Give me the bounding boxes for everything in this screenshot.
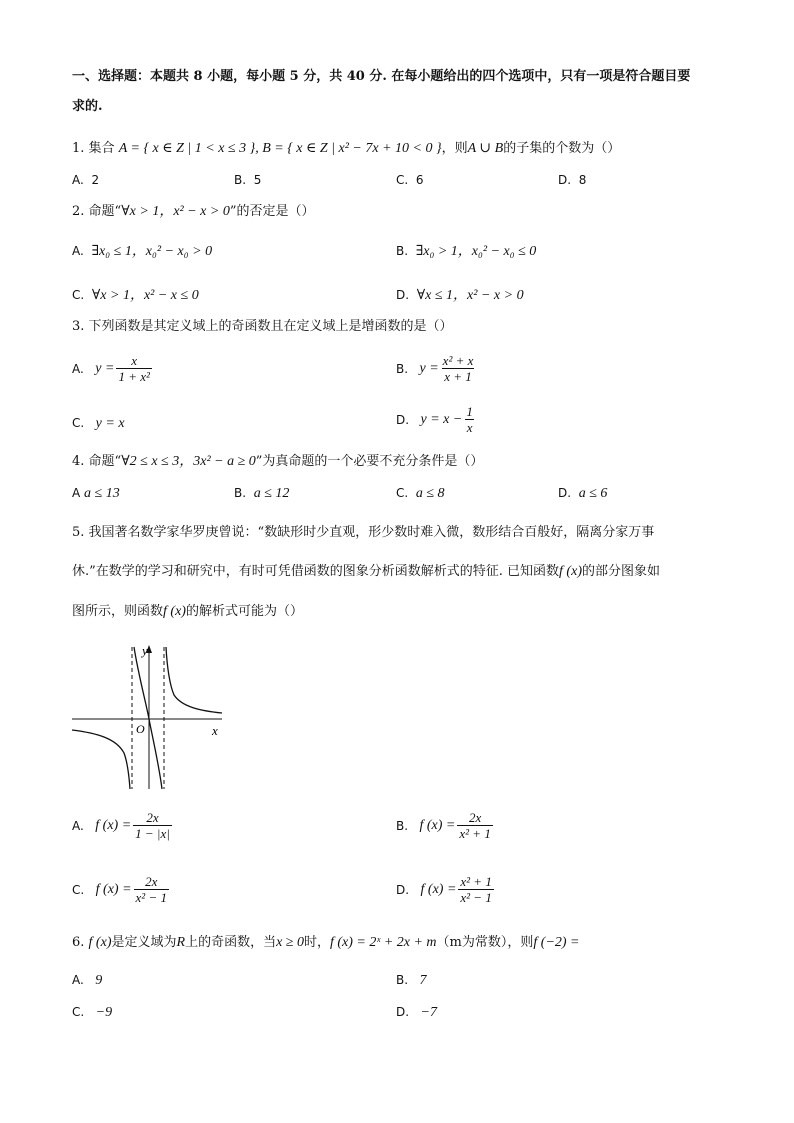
question-number: 1. (72, 141, 85, 156)
question-1-stem (72, 140, 620, 158)
q6-option-c[interactable]: C. −9 (72, 1005, 113, 1020)
q3-option-c[interactable]: C. y = x (72, 416, 125, 431)
q2-option-b[interactable]: B. ∃x₀ > 1，x₀² − x₀ ≤ 0 (396, 244, 537, 259)
q6-option-d[interactable]: D. −7 (396, 1005, 437, 1020)
origin-label: O (136, 722, 145, 736)
q2-option-c[interactable]: C. ∀x > 1，x² − x ≤ 0 (72, 288, 199, 303)
q5-option-d[interactable]: D. f (x) = $\frac{\text{x² + 1}}{\text{x² − 1}}$ (396, 874, 492, 905)
q3-option-a[interactable]: A. y = $\frac{x}{\text{1 + x²}}$ (72, 353, 150, 384)
q4-option-b[interactable]: B. a ≤ 12 (234, 486, 290, 501)
question-5-line3: 图所示，则函数f (x)的解析式可能为（） (72, 604, 303, 619)
section-header-line1: 一、选择题：本题共 8 小题，每小题 5 分，共 40 分. 在每小题给出的四个选项中，只有一项是符合题目要 (72, 69, 691, 84)
q2-option-d[interactable]: D. ∀x ≤ 1，x² − x > 0 (396, 288, 524, 303)
q4-option-d[interactable]: D. a ≤ 6 (558, 486, 608, 501)
function-graph (66, 643, 230, 793)
q3-option-b[interactable]: B. y = $\frac{\text{x² + x}}{x + 1}$ (396, 353, 474, 384)
q1-option-b[interactable]: B. 5 (234, 173, 262, 187)
question-1-tail-before: ，则 (441, 141, 468, 156)
q4-proposition: ∀2 ≤ x ≤ 3，3x² − a ≥ 0 (121, 454, 256, 469)
section-header-line2: 求的. (72, 99, 103, 114)
q3-option-d[interactable]: D. y = x − $\frac{1}{x}$ (396, 404, 473, 435)
q6-option-b[interactable]: B. 7 (396, 973, 427, 988)
q2-option-a[interactable]: A. ∃x₀ ≤ 1，x₀² − x₀ > 0 (72, 244, 213, 259)
question-5-line1: 5. 我国著名数学家华罗庚曾说：“数缺形时少直观，形少数时难入微，数形结合百般好，隔离分家万事 (72, 525, 655, 540)
question-5-line2: 休.”在数学的学习和研究中，有时可凭借函数的图象分析函数解析式的特征. 已知函数f (x)的部分图象如 (72, 564, 660, 579)
q1-option-c[interactable]: C. 6 (396, 173, 424, 187)
question-6-stem: 6. f (x)是定义域为R上的奇函数，当x ≥ 0时，f (x) = 2ˣ + 2x + m（m为常数），则f (−2) = (72, 935, 580, 950)
y-axis-label: y (142, 643, 148, 658)
curve-middle-branch (134, 647, 162, 789)
question-1-lead: 集合 (88, 141, 115, 156)
question-2-stem: 2. 命题“∀x > 1，x² − x > 0”的否定是（） (72, 204, 315, 219)
q1-option-a[interactable]: A. 2 (72, 173, 100, 187)
set-a: A = { x ∈ Z | 1 < x ≤ 3 } (118, 141, 256, 156)
curve-left-branch (72, 730, 130, 789)
q4-option-a[interactable]: A a ≤ 13 (72, 486, 120, 501)
q5-option-b[interactable]: B. f (x) = $\frac{2x}{\text{x² + 1}}$ (396, 810, 491, 841)
question-1-tail-after: 的子集的个数为（） (503, 141, 621, 156)
question-3-stem: 3. 下列函数是其定义域上的奇函数且在定义域上是增函数的是（） (72, 319, 453, 334)
set-b: , B = { x ∈ Z | x² − 7x + 10 < 0 } (255, 141, 442, 156)
q2-proposition: ∀x > 1，x² − x > 0 (121, 204, 230, 219)
x-axis-label: x (212, 723, 218, 738)
question-4-stem: 4. 命题“∀2 ≤ x ≤ 3，3x² − a ≥ 0”为真命题的一个必要不充分条件是（） (72, 454, 484, 469)
q5-option-c[interactable]: C. f (x) = $\frac{2x}{\text{x² − 1}}$ (72, 874, 167, 905)
union-expr: A ∪ B (467, 141, 504, 156)
curve-right-branch (166, 647, 222, 713)
q4-option-c[interactable]: C. a ≤ 8 (396, 486, 445, 501)
q5-option-a[interactable]: A. f (x) = $\frac{2x}{1 - |x|}$ (72, 810, 170, 841)
q6-option-a[interactable]: A. 9 (72, 973, 103, 988)
q1-option-d[interactable]: D. 8 (558, 173, 587, 187)
